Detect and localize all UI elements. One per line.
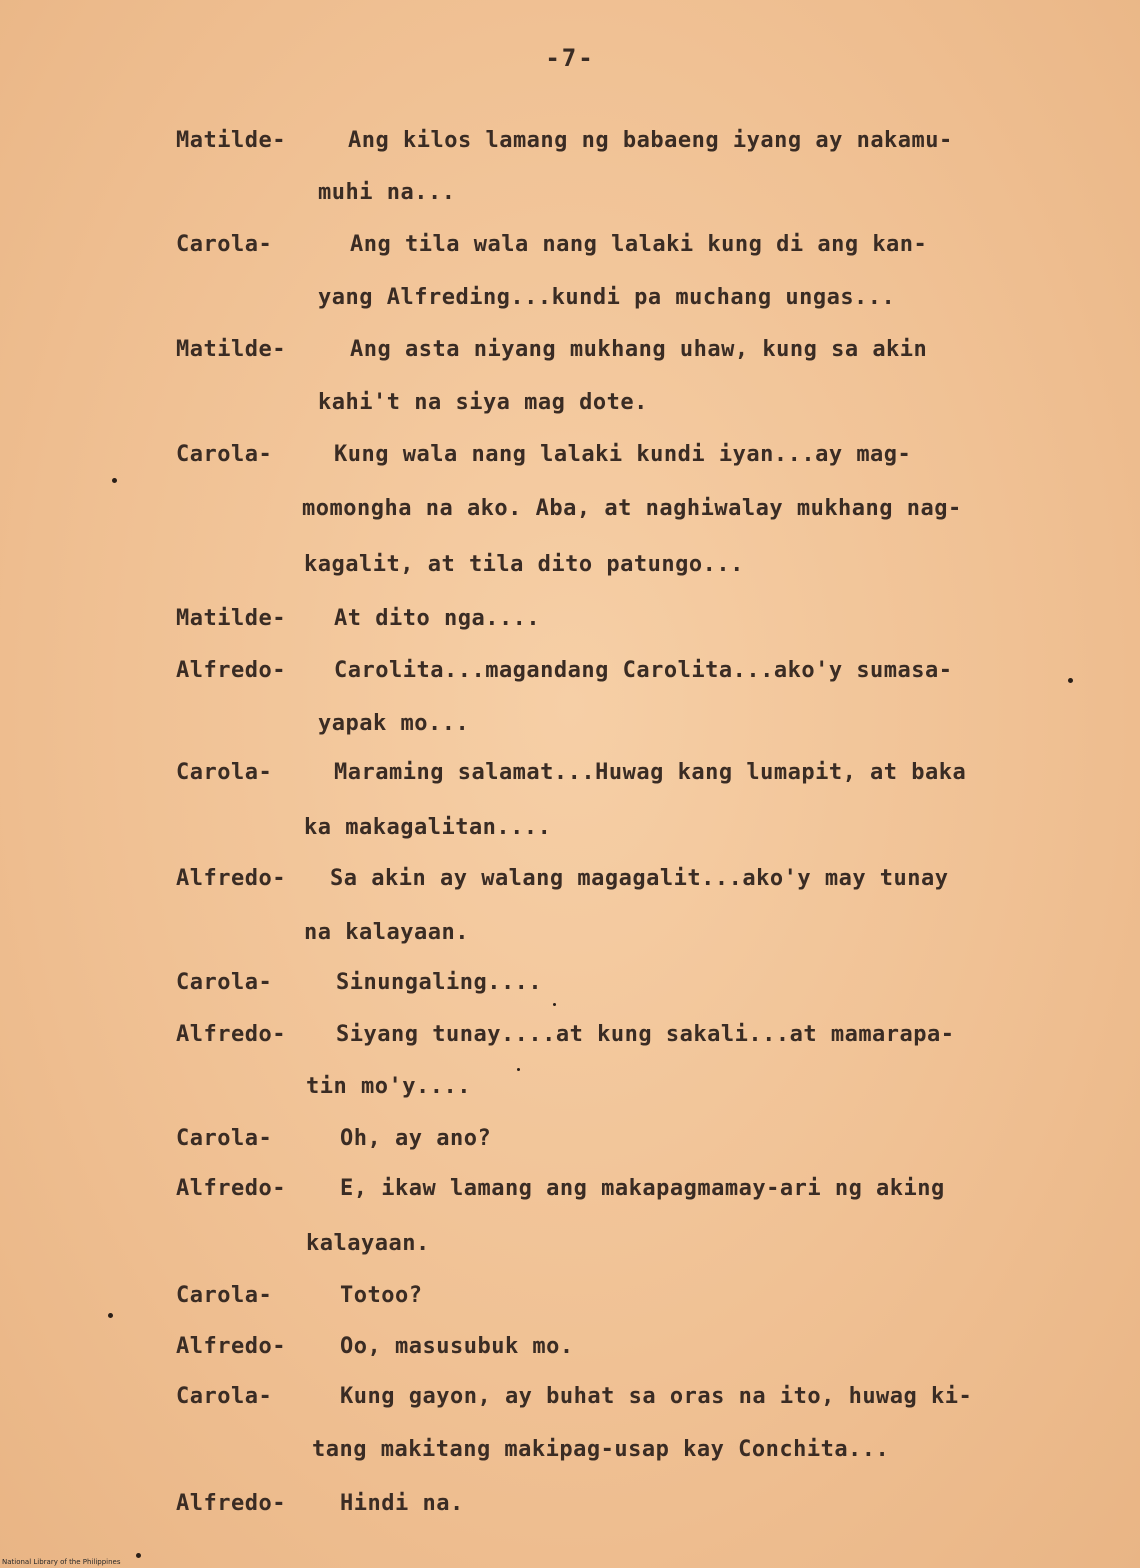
dialogue-line: Hindi na. — [340, 1491, 464, 1516]
speaker-label: Alfredo- — [176, 1491, 286, 1516]
dialogue-line: Kung wala nang lalaki kundi iyan...ay mag- — [334, 442, 912, 467]
speaker-label: Carola- — [176, 1283, 273, 1308]
dialogue-line: Ang kilos lamang ng babaeng iyang ay nakamu- — [348, 128, 953, 153]
speaker-label: Alfredo- — [176, 1022, 286, 1047]
speaker-label: Alfredo- — [176, 658, 286, 683]
speaker-label: Carola- — [176, 760, 273, 785]
speaker-label: Alfredo- — [176, 1334, 286, 1359]
dialogue-line: yang Alfreding...kundi pa muchang ungas... — [318, 285, 896, 310]
speaker-label: Carola- — [176, 970, 273, 995]
dialogue-line: Ang tila wala nang lalaki kung di ang kan- — [350, 232, 928, 257]
footer-credit: National Library of the Philippines — [2, 1558, 121, 1566]
speaker-label: Matilde- — [176, 337, 286, 362]
dialogue-line: At dito nga.... — [334, 606, 541, 631]
dialogue-line: na kalayaan. — [304, 920, 469, 945]
dialogue-line: E, ikaw lamang ang makapagmamay-ari ng aking — [340, 1176, 945, 1201]
dialogue-line: Oo, masusubuk mo. — [340, 1334, 574, 1359]
speck — [112, 478, 117, 483]
dialogue-line: Sa akin ay walang magagalit...ako'y may tunay — [330, 866, 949, 891]
dialogue-line: kalayaan. — [306, 1231, 430, 1256]
dialogue-line: Sinungaling.... — [336, 970, 543, 995]
speck — [108, 1313, 113, 1318]
speaker-label: Carola- — [176, 1384, 273, 1409]
dialogue-line: tin mo'y.... — [306, 1074, 471, 1099]
speaker-label: Alfredo- — [176, 866, 286, 891]
speaker-label: Carola- — [176, 442, 273, 467]
dialogue-line: Kung gayon, ay buhat sa oras na ito, huwag ki- — [340, 1384, 973, 1409]
page-number: -7- — [545, 44, 595, 72]
dialogue-line: kagalit, at tila dito patungo... — [304, 552, 744, 577]
speaker-label: Carola- — [176, 1126, 273, 1151]
dialogue-line: tang makitang makipag-usap kay Conchita... — [312, 1437, 890, 1462]
dialogue-line: Siyang tunay....at kung sakali...at mamarapa- — [336, 1022, 955, 1047]
dialogue-line: Totoo? — [340, 1283, 423, 1308]
dialogue-line: muhi na... — [318, 180, 456, 205]
speck — [136, 1553, 141, 1558]
dialogue-line: yapak mo... — [318, 711, 470, 736]
speck — [517, 1068, 520, 1071]
speck — [553, 1003, 556, 1006]
speaker-label: Matilde- — [176, 128, 286, 153]
speaker-label: Matilde- — [176, 606, 286, 631]
dialogue-line: Ang asta niyang mukhang uhaw, kung sa akin — [350, 337, 928, 362]
dialogue-line: momongha na ako. Aba, at naghiwalay mukhang nag- — [302, 496, 962, 521]
dialogue-line: Oh, ay ano? — [340, 1126, 492, 1151]
dialogue-line: Maraming salamat...Huwag kang lumapit, at baka — [334, 760, 967, 785]
speck — [1068, 678, 1073, 683]
speaker-label: Alfredo- — [176, 1176, 286, 1201]
dialogue-line: Carolita...magandang Carolita...ako'y sumasa- — [334, 658, 953, 683]
dialogue-line: kahi't na siya mag dote. — [318, 390, 648, 415]
dialogue-line: ka makagalitan.... — [304, 815, 552, 840]
speaker-label: Carola- — [176, 232, 273, 257]
